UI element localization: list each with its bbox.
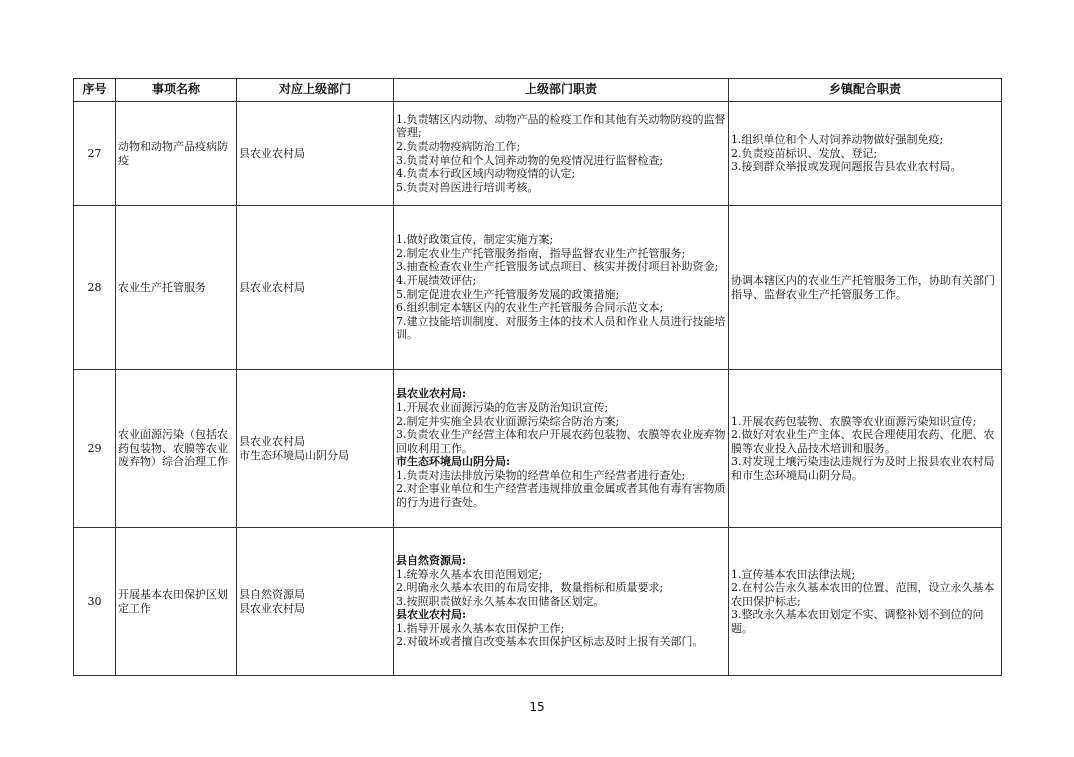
duty-item: 1.做好政策宣传，制定实施方案; [396, 233, 554, 247]
cooperation-item: 3.接到群众举报或发现问题报告县农业农村局。 [731, 160, 962, 174]
duty-item: 2.负责动物疫病防治工作; [396, 139, 521, 153]
row-item-name: 开展基本农田保护区划定工作 [116, 528, 237, 676]
duty-department-heading: 县农业农村局: [396, 387, 467, 401]
duty-item: 4.负责本行政区域内动物疫情的认定; [396, 167, 576, 181]
duty-item: 3.按照职责做好永久基本农田储备区划定。 [396, 594, 605, 608]
table-header-row [74, 79, 1002, 102]
department-name: 县农业农村局 [239, 434, 305, 448]
duty-item: 2.明确永久基本农田的布局安排，数量指标和质量要求; [396, 581, 664, 595]
row-township-cooperation [729, 102, 1002, 206]
row-township-cooperation [729, 370, 1002, 528]
row-superior-duties [394, 370, 729, 528]
table-row [74, 528, 1002, 676]
page-number: 15 [529, 700, 545, 714]
cooperation-item: 1.组织单位和个人对饲养动物做好强制免疫; [731, 133, 944, 147]
row-township-cooperation [729, 528, 1002, 676]
department-name: 县自然资源局 [239, 587, 305, 601]
header-superior-department: 对应上级部门 [237, 79, 394, 102]
duty-item: 5.负责对兽医进行培训考核。 [396, 180, 539, 194]
department-name: 县农业农村局 [239, 601, 305, 615]
cooperation-item: 3.对发现土壤污染违法违规行为及时上报县农业农村局和市生态环境局山阴分局。 [731, 455, 995, 482]
cooperation-item: 1.开展农药包装物、农膜等农业面源污染知识宣传; [731, 414, 977, 428]
duty-item: 2.对企事业单位和生产经营者违规排放重金属或者其他有毒有害物质的行为进行查处。 [396, 482, 726, 510]
duty-item: 1.指导开展永久基本农田保护工作; [396, 621, 565, 635]
table-row [74, 370, 1002, 528]
row-superior-department [237, 370, 394, 528]
duty-item: 1.负责辖区内动物、动物产品的检疫工作和其他有关动物防疫的监督管理; [396, 112, 726, 140]
row-township-cooperation [729, 206, 1002, 370]
cooperation-item: 1.宣传基本农田法律法规; [731, 567, 856, 581]
duty-item: 2.制定农业生产托管服务指南，指导监督农业生产托管服务; [396, 246, 686, 260]
duty-department-heading: 县自然资源局: [396, 553, 467, 567]
duty-item: 2.对破坏或者擅自改变基本农田保护区标志及时上报有关部门。 [396, 635, 704, 649]
row-superior-duties [394, 102, 729, 206]
duty-item: 4.开展绩效评估; [396, 273, 477, 287]
table-row [74, 102, 1002, 206]
department-name: 市生态环境局山阴分局 [239, 448, 349, 462]
duty-department-heading: 县农业农村局: [396, 608, 467, 622]
row-superior-department [237, 528, 394, 676]
row-item-name: 农业面源污染（包括农药包装物、农膜等农业废弃物）综合治理工作 [116, 370, 237, 528]
cooperation-item: 2.在村公告永久基本农田的位置、范围，设立永久基本农田保护标志; [731, 581, 995, 608]
duties-table [73, 78, 1002, 676]
duty-item: 3.负责农业生产经营主体和农户开展农药包装物、农膜等农业废弃物回收利用工作。 [396, 428, 726, 455]
header-item-name: 事项名称 [116, 79, 237, 102]
duty-item: 1.开展农业面源污染的危害及防治知识宣传; [396, 400, 609, 414]
row-serial-number: 28 [74, 206, 116, 370]
row-item-name: 农业生产托管服务 [116, 206, 237, 370]
duty-item: 1.负责对违法排放污染物的经营单位和生产经营者进行查处; [396, 468, 686, 482]
table-body [74, 102, 1002, 676]
duty-item: 3.抽查检查农业生产托管服务试点项目、核实并拨付项目补助资金; [396, 260, 719, 274]
row-serial-number: 27 [74, 102, 116, 206]
duty-item: 6.组织制定本辖区内的农业生产托管服务合同示范文本; [396, 301, 664, 315]
row-superior-duties [394, 206, 729, 370]
table-row [74, 206, 1002, 370]
cooperation-item: 2.负责疫苗标识、发放、登记; [731, 146, 878, 160]
duty-item: 5.制定促进农业生产托管服务发展的政策措施; [396, 287, 620, 301]
header-superior-duties: 上级部门职责 [394, 79, 729, 102]
row-serial-number: 30 [74, 528, 116, 676]
department-name: 县农业农村局 [239, 280, 305, 294]
row-superior-duties [394, 528, 729, 676]
row-item-name: 动物和动物产品疫病防疫 [116, 102, 237, 206]
header-serial-number: 序号 [74, 79, 116, 102]
row-superior-department [237, 102, 394, 206]
cooperation-item: 3.整改永久基本农田划定不实、调整补划不到位的问题。 [731, 608, 984, 635]
department-name: 县农业农村局 [239, 146, 305, 160]
row-superior-department [237, 206, 394, 370]
duty-item: 1.统筹永久基本农田范围划定; [396, 567, 543, 581]
duty-item: 7.建立技能培训制度、对服务主体的技术人员和作业人员进行技能培训。 [396, 314, 726, 342]
duty-item: 3.负责对单位和个人饲养动物的免疫情况进行监督检查; [396, 153, 664, 167]
cooperation-item: 协调本辖区内的农业生产托管服务工作，协助有关部门指导、监督农业生产托管服务工作。 [731, 273, 995, 301]
cooperation-item: 2.做好对农业生产主体、农民合理使用农药、化肥、农膜等农业投入品技术培训和服务。 [731, 428, 995, 455]
duty-department-heading: 市生态环境局山阴分局: [396, 455, 511, 469]
duty-item: 2.制定并实施全县农业面源污染综合防治方案; [396, 414, 620, 428]
row-serial-number: 29 [74, 370, 116, 528]
header-township-cooperation: 乡镇配合职责 [729, 79, 1002, 102]
